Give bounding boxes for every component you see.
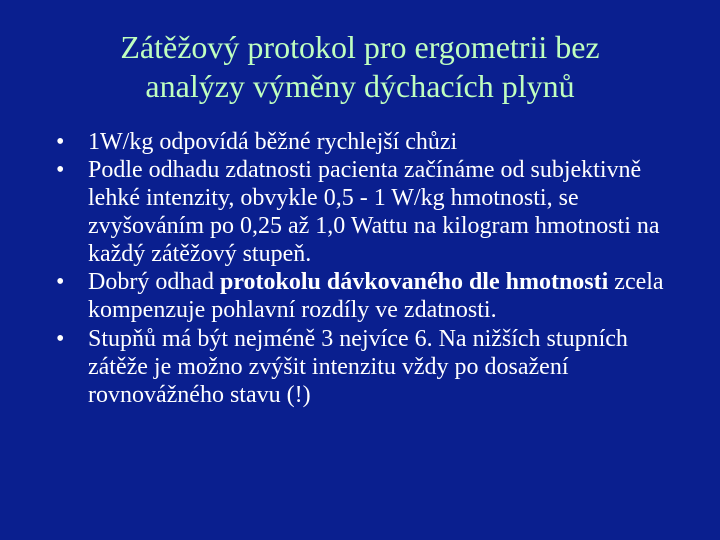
bullet-text-before: Dobrý odhad [88, 269, 220, 296]
bullet-icon: • [56, 269, 65, 296]
title-line-1: Zátěžový protokol pro ergometrii bez [120, 29, 600, 65]
bullet-text: 1W/kg odpovídá běžné rychlejší chůzi [88, 129, 458, 155]
bullet-item-3 [56, 268, 676, 324]
bullet-icon: • [56, 157, 65, 184]
bullet-bold-text: protokolu dávkovaného dle hmotnosti [219, 269, 609, 296]
bullet-item-2 [56, 156, 676, 268]
bullet-item-1 [56, 128, 676, 156]
bullet-text: Podle odhadu zdatnosti pacienta začínáme od subjektivně lehké intenzity, obvykle 0,5 - 1 W/kg hmotnosti, se zvyšováním po 0,25 až 1,0 Wattu na kilogram hmotnosti na každý zátěžový stupeň. [88, 157, 660, 268]
bullet-icon: • [56, 325, 65, 352]
bullet-list [56, 128, 676, 409]
bullet-item-4 [56, 325, 676, 409]
bullet-text: Stupňů má být nejméně 3 nejvíce 6. Na nižších stupních zátěže je možno zvýšit intenzitu vždy po dosažení rovnovážného stavu (!) [88, 325, 628, 408]
bullet-text-after: zcela kompenzuje pohlavní rozdíly ve zdatnosti. [88, 269, 664, 324]
bullet-icon: • [56, 129, 65, 155]
title-line-2: analýzy výměny dýchacích plynů [145, 68, 575, 105]
slide-title [40, 28, 680, 106]
